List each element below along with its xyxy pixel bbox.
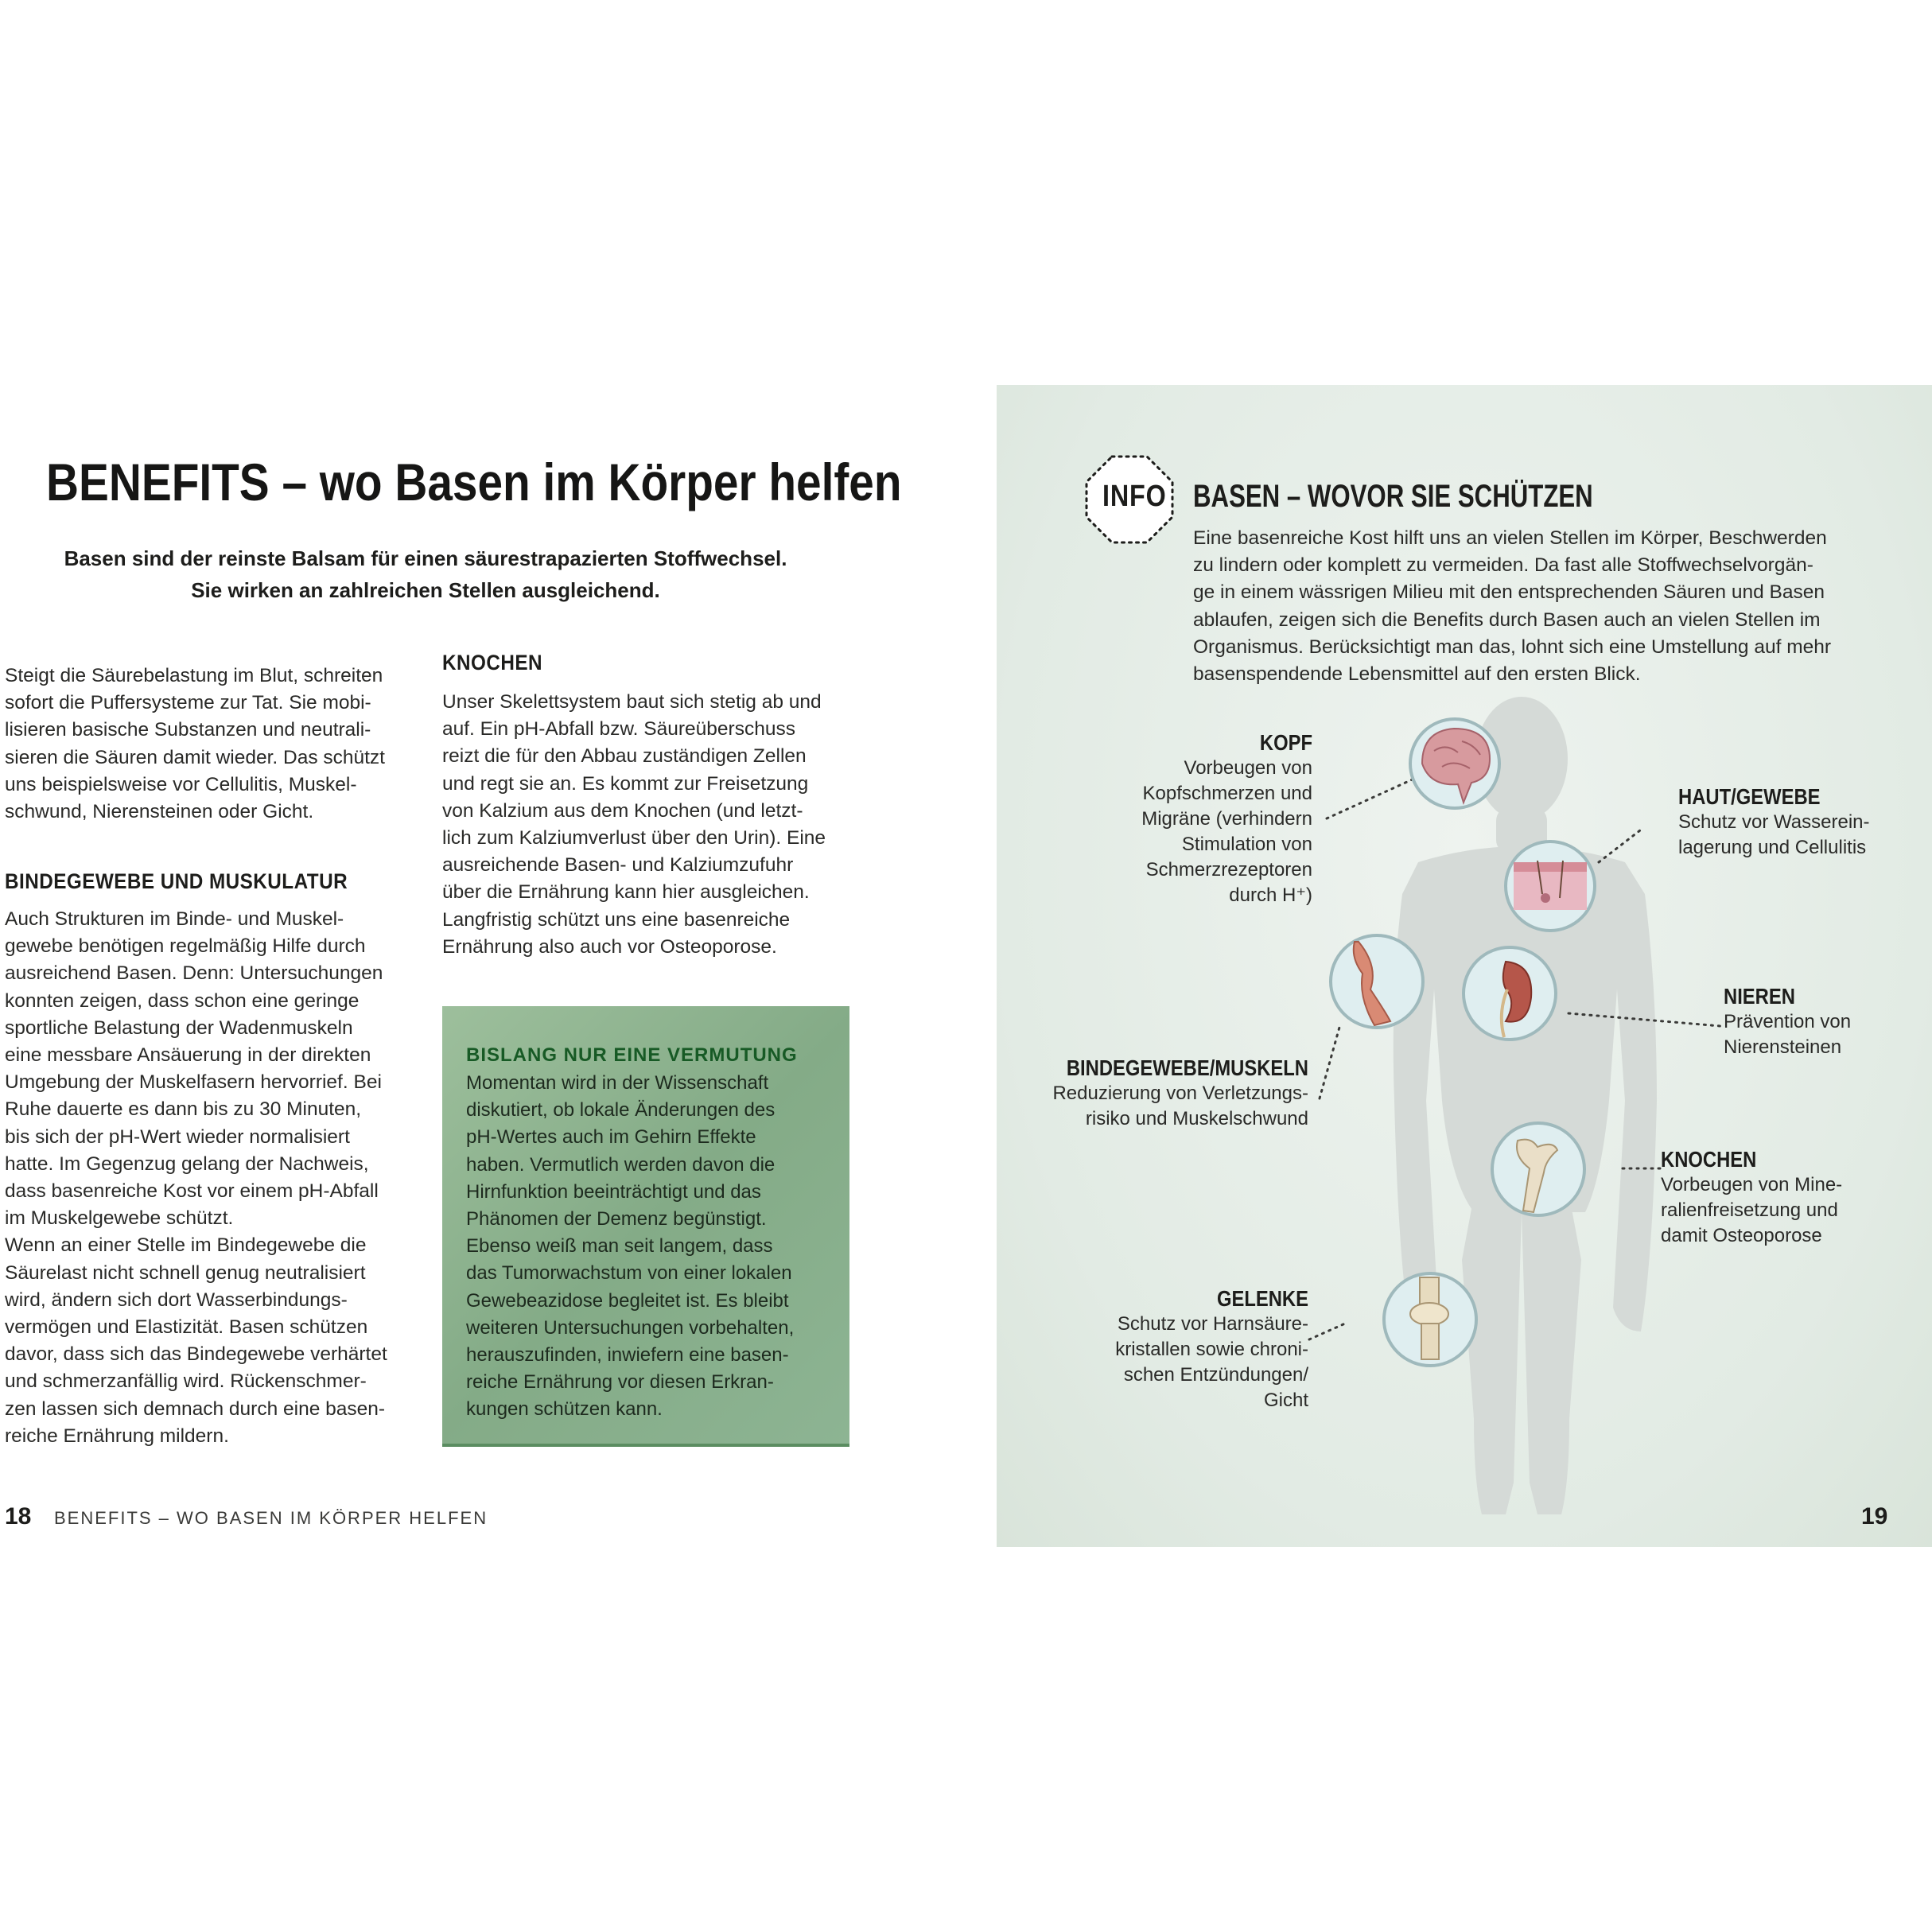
label-haut-title: HAUT/GEWEBE bbox=[1678, 784, 1821, 809]
knochen-paragraph: Unser Skelettsystem baut sich stetig ab und auf. Ein pH-Abfall bzw. Säureüberschuss reizt die für den Abbau zuständigen Zellen und regt sie an. Es kommt zur Freisetzung von Kalzium aus dem Knochen (und letzt- lich zum Kalziumverlust über den Urin). Eine ausreichende Basen- und Kalziumzufuhr über die Ernährung kann hier ausgleichen. Langfristig schützt uns eine basenreiche Ernährung also auch vor Osteoporose. bbox=[442, 691, 826, 958]
info-badge-label: INFO bbox=[1102, 480, 1167, 513]
label-gelenke-title: GELENKE bbox=[1216, 1286, 1308, 1311]
label-bindegewebe-title: BINDEGEWEBE/MUSKELN bbox=[1066, 1055, 1308, 1080]
lead-line-2: Sie wirken an zahlreichen Stellen ausgleichend. bbox=[191, 578, 660, 602]
bindegewebe-heading: BINDEGEWEBE UND MUSKULATUR bbox=[5, 869, 348, 893]
kidney-circle bbox=[1464, 947, 1556, 1040]
infobox bbox=[442, 1006, 849, 1447]
label-nieren-text: Prävention von Nierensteinen bbox=[1724, 1011, 1852, 1058]
label-knochen-title: KNOCHEN bbox=[1661, 1147, 1757, 1172]
intro-paragraph: Steigt die Säurebelastung im Blut, schreiten sofort die Puffersysteme zur Tat. Sie mobi- lisieren basische Substanzen und neutrali- sieren die Säuren damit wieder. Das schützt uns beispielsweise vor Cellulitis, Muskel- schwund, Nierensteinen oder Gicht. bbox=[5, 665, 385, 823]
label-gelenke-text: Schutz vor Harnsäure- kristallen sowie chroni- schen Entzündungen/ Gicht bbox=[1115, 1313, 1308, 1411]
label-nieren-title: NIEREN bbox=[1724, 984, 1795, 1009]
page-number-left: 18 bbox=[5, 1503, 32, 1530]
right-page-title: BASEN – WOVOR SIE SCHÜTZEN bbox=[1193, 479, 1593, 514]
label-bindegewebe bbox=[986, 1055, 1308, 1132]
connector-kopf bbox=[1327, 778, 1416, 818]
label-bindegewebe-text: Reduzierung von Verletzungs- risiko und Muskelschwund bbox=[1052, 1083, 1308, 1129]
label-knochen-text: Vorbeugen von Mine- ralienfreisetzung und damit Osteoporose bbox=[1661, 1174, 1843, 1246]
connector-haut bbox=[1599, 830, 1640, 862]
bindegewebe-paragraph: Auch Strukturen im Binde- und Muskel- gewebe benötigen regelmäßig Hilfe durch ausreichend Basen. Denn: Untersuchungen konnten zeigen, dass schon eine geringe sportliche Belastung der Wadenmuskeln eine messbare Ansäuerung in der direkten Umgebung der Muskelfasern hervorrief. Bei Ruhe dauerte es dann bis zu 30 Minuten, bis sich der pH-Wert wieder normalisiert hatte. Im Gegenzug gelang der Nachweis, dass basenreiche Kost vor einem pH-Abfall im Muskelgewebe schützt. Wenn an einer Stelle im Bindegewebe die Säurelast nicht schnell genug neutralisiert wird, ändern sich dort Wasserbindungs- vermögen und Elastizität. Basen schützen davor, dass sich das Bindegewebe verhärtet und schmerzanfällig wird. Rückenschmer- zen lassen sich demnach durch eine basen- reiche Ernährung mildern. bbox=[5, 908, 387, 1447]
label-nieren bbox=[1724, 984, 1915, 1060]
infobox-text: Momentan wird in der Wissenschaft diskutiert, ob lokale Änderungen des pH-Wertes auch im Gehirn Effekte haben. Vermutlich werden davon die Hirnfunktion beeinträchtigt und das Phänomen der Demenz begünstigt. Ebenso weiß man seit langem, dass das Tumorwachstum von einer lokalen Gewebeazidose begleitet ist. Es bleibt weiteren Untersuchungen vorbehalten, herauszufinden, inwiefern eine basen- reiche Ernährung vor diesen Erkran- kungen schützen kann. bbox=[466, 1072, 795, 1421]
label-haut-text: Schutz vor Wasserein- lagerung und Cellulitis bbox=[1678, 811, 1870, 858]
right-intro: Eine basenreiche Kost hilft uns an vielen Stellen im Körper, Beschwerden zu lindern oder komplett zu vermeiden. Da fast alle Stoffwechselvorgän- ge in einem wässrigen Milieu mit den entsprechenden Säuren und Basen ablaufen, zeigen sich die Benefits durch Basen auch an vielen Stellen im Organismus. Berücksichtigt man das, lohnt sich eine Umstellung auf mehr basenspendende Lebensmittel auf den ersten Blick. bbox=[1193, 527, 1832, 686]
label-kopf-text: Vorbeugen von Kopfschmerzen und Migräne (verhindern Stimulation von Schmerzrezeptoren durch H⁺) bbox=[1141, 757, 1312, 906]
knochen-heading: KNOCHEN bbox=[442, 651, 543, 674]
label-kopf-title: KOPF bbox=[1259, 730, 1312, 755]
skin-circle bbox=[1506, 842, 1595, 931]
infobox-title: BISLANG NUR EINE VERMUTUNG bbox=[466, 1044, 798, 1066]
muscle-circle bbox=[1331, 935, 1423, 1028]
label-gelenke bbox=[1066, 1286, 1308, 1413]
brain-circle bbox=[1410, 719, 1499, 808]
connector-gelenke bbox=[1309, 1324, 1345, 1339]
lead-line-1: Basen sind der reinste Balsam für einen säurestrapazierten Stoffwechsel. bbox=[64, 546, 787, 570]
page-number-right: 19 bbox=[1861, 1503, 1888, 1530]
connector-bindegewebe bbox=[1320, 1024, 1340, 1098]
lead-text bbox=[48, 542, 803, 606]
human-silhouette bbox=[1394, 697, 1657, 1514]
running-head: BENEFITS – WO BASEN IM KÖRPER HELFEN bbox=[54, 1508, 488, 1528]
label-haut bbox=[1678, 784, 1917, 861]
label-kopf bbox=[1074, 730, 1312, 908]
bone-circle bbox=[1492, 1123, 1584, 1215]
knee-circle bbox=[1384, 1273, 1476, 1366]
label-knochen bbox=[1661, 1147, 1899, 1249]
page-title: BENEFITS – wo Basen im Körper helfen bbox=[46, 453, 902, 511]
